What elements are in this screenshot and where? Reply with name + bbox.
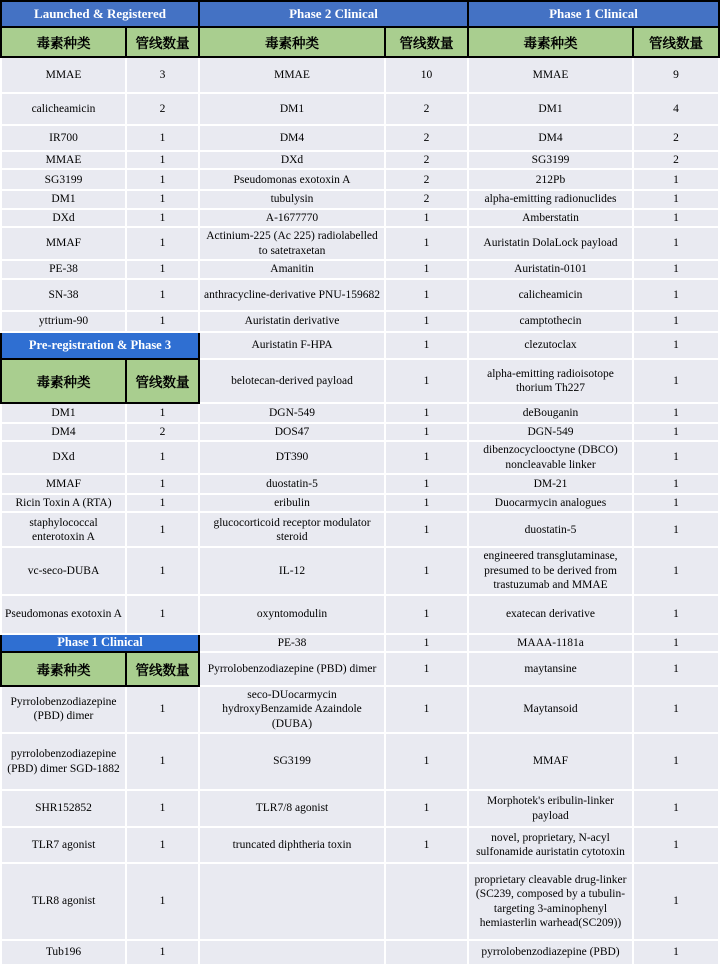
toxin-type-cell: glucocorticoid receptor modulator steroid [199, 512, 385, 547]
toxin-type-cell: SG3199 [468, 151, 633, 169]
toxin-type-cell: MMAE [1, 151, 126, 169]
pipeline-count-cell: 2 [126, 423, 199, 441]
toxin-type-cell: truncated diphtheria toxin [199, 827, 385, 863]
pipeline-count-cell: 1 [633, 441, 719, 474]
toxin-type-cell: DXd [1, 441, 126, 474]
pipeline-count-cell: 1 [385, 260, 468, 279]
pipeline-count-cell: 1 [633, 332, 719, 359]
toxin-type-cell: Ricin Toxin A (RTA) [1, 494, 126, 512]
toxin-type-cell: alpha-emitting radionuclides [468, 190, 633, 208]
pipeline-count-cell: 1 [126, 494, 199, 512]
pipeline-count-cell: 2 [126, 93, 199, 125]
pipeline-count-cell: 1 [633, 169, 719, 190]
pipeline-count-cell: 1 [126, 733, 199, 790]
pipeline-count-cell: 1 [126, 151, 199, 169]
toxin-type-cell: SG3199 [1, 169, 126, 190]
toxin-type-cell: Amberstatin [468, 209, 633, 227]
toxin-type-cell: Tub196 [1, 940, 126, 965]
toxin-type-cell: staphylococcal enterotoxin A [1, 512, 126, 547]
table-row [1, 494, 719, 512]
table-row [1, 474, 719, 494]
column-subheader-row [1, 27, 719, 57]
toxin-type-cell: DM1 [199, 93, 385, 125]
table-row [1, 790, 719, 827]
pipeline-count-cell: 1 [126, 827, 199, 863]
toxin-type-cell: Pseudomonas exotoxin A [199, 169, 385, 190]
toxin-type-cell: SG3199 [199, 733, 385, 790]
toxin-type-cell: camptothecin [468, 311, 633, 332]
pipeline-count-cell: 1 [126, 403, 199, 423]
toxin-type-cell: belotecan-derived payload [199, 359, 385, 403]
section-header: Phase 1 Clinical [1, 634, 199, 652]
pipeline-count-cell: 1 [633, 863, 719, 940]
pipeline-count-cell: 1 [385, 494, 468, 512]
toxin-type-cell: novel, proprietary, N-acyl sulfonamide auristatin cytotoxin [468, 827, 633, 863]
table-row [1, 512, 719, 547]
pipeline-count-cell: 1 [126, 190, 199, 208]
toxin-type-cell: Auristatin-0101 [468, 260, 633, 279]
top-header-row [1, 1, 719, 27]
toxin-type-cell: DM4 [468, 125, 633, 151]
toxin-type-cell: Maytansoid [468, 686, 633, 733]
toxin-type-cell: Morphotek's eribulin-linker payload [468, 790, 633, 827]
subheader-toxin-type: 毒素种类 [1, 27, 126, 57]
toxin-type-cell: Amanitin [199, 260, 385, 279]
pipeline-count-cell: 1 [126, 169, 199, 190]
pipeline-count-cell: 1 [126, 474, 199, 494]
table-row [1, 260, 719, 279]
pipeline-count-cell: 2 [633, 151, 719, 169]
table-row [1, 332, 719, 359]
toxin-type-cell: Auristatin derivative [199, 311, 385, 332]
toxin-type-cell: exatecan derivative [468, 595, 633, 634]
toxin-type-cell: DM1 [1, 190, 126, 208]
group-header-phase1-clinical: Phase 1 Clinical [468, 1, 719, 27]
table-row [1, 547, 719, 594]
subheader-toxin-type: 毒素种类 [199, 27, 385, 57]
toxin-type-cell: DM-21 [468, 474, 633, 494]
pipeline-count-cell: 1 [385, 512, 468, 547]
toxin-type-cell: DGN-549 [468, 423, 633, 441]
pipeline-count-cell: 9 [633, 57, 719, 93]
pipeline-count-cell: 2 [385, 151, 468, 169]
subheader-pipeline-count: 管线数量 [385, 27, 468, 57]
pipeline-count-cell: 1 [633, 403, 719, 423]
pipeline-count-cell: 3 [126, 57, 199, 93]
subheader-toxin-type: 毒素种类 [1, 359, 126, 403]
pipeline-count-cell: 1 [633, 474, 719, 494]
toxin-type-cell: deBouganin [468, 403, 633, 423]
pipeline-count-cell: 1 [385, 311, 468, 332]
pipeline-count-cell: 1 [385, 332, 468, 359]
pipeline-count-cell: 1 [126, 311, 199, 332]
toxin-type-cell: MMAF [1, 474, 126, 494]
pipeline-count-cell: 1 [385, 209, 468, 227]
pipeline-count-cell: 1 [385, 652, 468, 686]
toxin-type-cell: PE-38 [1, 260, 126, 279]
pipeline-count-cell: 1 [385, 227, 468, 260]
toxin-type-cell: seco-DUocarmycin hydroxyBenzamide Azaindole (DUBA) [199, 686, 385, 733]
pipeline-count-cell: 1 [385, 790, 468, 827]
pipeline-count-cell: 1 [126, 547, 199, 594]
pipeline-count-cell: 1 [385, 733, 468, 790]
pipeline-count-cell: 1 [633, 547, 719, 594]
table-body [1, 57, 719, 965]
toxin-type-cell: TLR8 agonist [1, 863, 126, 940]
pipeline-count-cell: 2 [385, 125, 468, 151]
group-header-launched-registered: Launched & Registered [1, 1, 199, 27]
subheader-pipeline-count: 管线数量 [126, 359, 199, 403]
subheader-pipeline-count: 管线数量 [126, 652, 199, 686]
pipeline-count-cell: 1 [633, 686, 719, 733]
toxin-type-cell: MMAE [199, 57, 385, 93]
pipeline-count-cell: 1 [633, 311, 719, 332]
table-row [1, 209, 719, 227]
toxin-type-cell: DM4 [1, 423, 126, 441]
subheader-toxin-type: 毒素种类 [468, 27, 633, 57]
pipeline-count-cell: 1 [633, 227, 719, 260]
table-row [1, 169, 719, 190]
pipeline-count-cell: 1 [633, 423, 719, 441]
table-row [1, 359, 719, 403]
table-row [1, 151, 719, 169]
pipeline-count-cell: 1 [633, 260, 719, 279]
toxin-type-cell: eribulin [199, 494, 385, 512]
toxin-type-cell: DXd [199, 151, 385, 169]
pipeline-count-cell: 4 [633, 93, 719, 125]
toxin-type-cell: IR700 [1, 125, 126, 151]
pipeline-count-cell: 1 [633, 652, 719, 686]
toxin-type-cell: MMAF [468, 733, 633, 790]
toxin-type-cell: Duocarmycin analogues [468, 494, 633, 512]
pipeline-count-cell: 1 [126, 595, 199, 634]
toxin-type-cell: duostatin-5 [199, 474, 385, 494]
pipeline-count-cell: 1 [385, 474, 468, 494]
pipeline-count-cell: 1 [126, 209, 199, 227]
section-header: Pre-registration & Phase 3 [1, 332, 199, 359]
pipeline-count-cell: 1 [385, 441, 468, 474]
pipeline-count-cell: 1 [126, 227, 199, 260]
table-row [1, 57, 719, 93]
table-row [1, 827, 719, 863]
pipeline-count-cell: 1 [633, 209, 719, 227]
pipeline-count-cell: 2 [633, 125, 719, 151]
table-row [1, 311, 719, 332]
toxin-type-cell [199, 863, 385, 940]
toxin-type-cell: DM4 [199, 125, 385, 151]
pipeline-count-cell: 10 [385, 57, 468, 93]
pipeline-count-cell: 1 [633, 359, 719, 403]
toxin-type-cell: MMAE [1, 57, 126, 93]
toxin-type-cell: DM1 [1, 403, 126, 423]
pipeline-count-cell: 1 [633, 595, 719, 634]
pipeline-count-cell: 1 [385, 423, 468, 441]
toxin-type-cell: Pseudomonas exotoxin A [1, 595, 126, 634]
toxin-type-cell: yttrium-90 [1, 311, 126, 332]
toxin-type-cell: 212Pb [468, 169, 633, 190]
toxin-type-cell: A-1677770 [199, 209, 385, 227]
toxin-type-cell: maytansine [468, 652, 633, 686]
pipeline-count-cell: 1 [385, 547, 468, 594]
toxin-type-cell: TLR7/8 agonist [199, 790, 385, 827]
pipeline-count-cell: 1 [633, 940, 719, 965]
pipeline-count-cell: 1 [385, 403, 468, 423]
pipeline-count-cell: 1 [633, 512, 719, 547]
table-row [1, 93, 719, 125]
pipeline-count-cell: 1 [126, 686, 199, 733]
table-row [1, 634, 719, 652]
toxin-type-cell: engineered transglutaminase, presumed to be derived from trastuzumab and MMAE [468, 547, 633, 594]
toxin-type-cell: Auristatin DolaLock payload [468, 227, 633, 260]
toxin-type-cell: clezutoclax [468, 332, 633, 359]
pipeline-count-cell: 1 [126, 125, 199, 151]
table-row [1, 863, 719, 940]
toxin-type-cell: oxyntomodulin [199, 595, 385, 634]
toxin-type-cell: pyrrolobenzodiazepine (PBD) dimer SGD-1882 [1, 733, 126, 790]
subheader-pipeline-count: 管线数量 [126, 27, 199, 57]
table-row [1, 595, 719, 634]
table-row [1, 423, 719, 441]
table-row [1, 652, 719, 686]
pipeline-count-cell: 1 [633, 279, 719, 311]
pipeline-count-cell: 1 [385, 634, 468, 652]
toxin-type-cell: Pyrrolobenzodiazepine (PBD) dimer [199, 652, 385, 686]
pipeline-count-cell: 1 [126, 863, 199, 940]
toxin-type-cell: duostatin-5 [468, 512, 633, 547]
toxin-type-cell: MMAF [1, 227, 126, 260]
pipeline-count-cell: 1 [385, 595, 468, 634]
table-row [1, 403, 719, 423]
pipeline-count-cell: 1 [633, 494, 719, 512]
toxin-type-cell: anthracycline-derivative PNU-159682 [199, 279, 385, 311]
toxin-type-cell: Actinium-225 (Ac 225) radiolabelled to satetraxetan [199, 227, 385, 260]
subheader-toxin-type: 毒素种类 [1, 652, 126, 686]
pipeline-count-cell: 1 [126, 279, 199, 311]
pipeline-count-cell: 1 [385, 827, 468, 863]
toxin-type-cell: pyrrolobenzodiazepine (PBD) [468, 940, 633, 965]
toxin-type-cell: DM1 [468, 93, 633, 125]
toxin-type-cell: SHR152852 [1, 790, 126, 827]
table-row [1, 733, 719, 790]
pipeline-count-cell: 2 [385, 169, 468, 190]
toxin-type-cell: SN-38 [1, 279, 126, 311]
table-row [1, 441, 719, 474]
toxin-type-cell: calicheamicin [1, 93, 126, 125]
pipeline-count-cell: 1 [633, 190, 719, 208]
pipeline-count-cell: 1 [633, 634, 719, 652]
toxin-type-cell: dibenzocyclooctyne (DBCO) noncleavable linker [468, 441, 633, 474]
pipeline-count-cell: 2 [385, 190, 468, 208]
pipeline-count-cell: 1 [126, 790, 199, 827]
subheader-pipeline-count: 管线数量 [633, 27, 719, 57]
toxin-type-cell: TLR7 agonist [1, 827, 126, 863]
table-row [1, 125, 719, 151]
pipeline-count-cell: 2 [385, 93, 468, 125]
pipeline-count-cell: 1 [633, 827, 719, 863]
toxin-type-cell: MMAE [468, 57, 633, 93]
table-row [1, 686, 719, 733]
pipeline-count-cell: 1 [385, 279, 468, 311]
pipeline-count-cell: 1 [385, 686, 468, 733]
pipeline-count-cell: 1 [126, 940, 199, 965]
toxin-type-cell: vc-seco-DUBA [1, 547, 126, 594]
group-header-phase2-clinical: Phase 2 Clinical [199, 1, 468, 27]
pipeline-count-cell: 1 [633, 790, 719, 827]
pipeline-count-cell: 1 [385, 359, 468, 403]
toxin-type-cell: IL-12 [199, 547, 385, 594]
toxin-type-cell: Auristatin F-HPA [199, 332, 385, 359]
toxin-type-cell: Pyrrolobenzodiazepine (PBD) dimer [1, 686, 126, 733]
toxin-type-cell: alpha-emitting radioisotope thorium Th227 [468, 359, 633, 403]
toxin-type-cell: DGN-549 [199, 403, 385, 423]
toxin-type-cell: calicheamicin [468, 279, 633, 311]
toxin-type-cell: DOS47 [199, 423, 385, 441]
toxin-type-cell: MAAA-1181a [468, 634, 633, 652]
pipeline-count-cell: 1 [126, 260, 199, 279]
pipeline-count-cell [385, 863, 468, 940]
pipeline-count-cell: 1 [126, 512, 199, 547]
toxin-type-cell: PE-38 [199, 634, 385, 652]
pipeline-count-cell: 1 [633, 733, 719, 790]
table-row [1, 279, 719, 311]
table-row [1, 227, 719, 260]
toxin-type-cell: DT390 [199, 441, 385, 474]
pipeline-count-cell: 1 [126, 441, 199, 474]
toxin-type-cell: tubulysin [199, 190, 385, 208]
toxin-type-cell: proprietary cleavable drug-linker (SC239, composed by a tubulin-targeting 3-aminophenyl hemiasterlin warhead(SC209)) [468, 863, 633, 940]
table-row [1, 190, 719, 208]
toxin-type-cell: DXd [1, 209, 126, 227]
